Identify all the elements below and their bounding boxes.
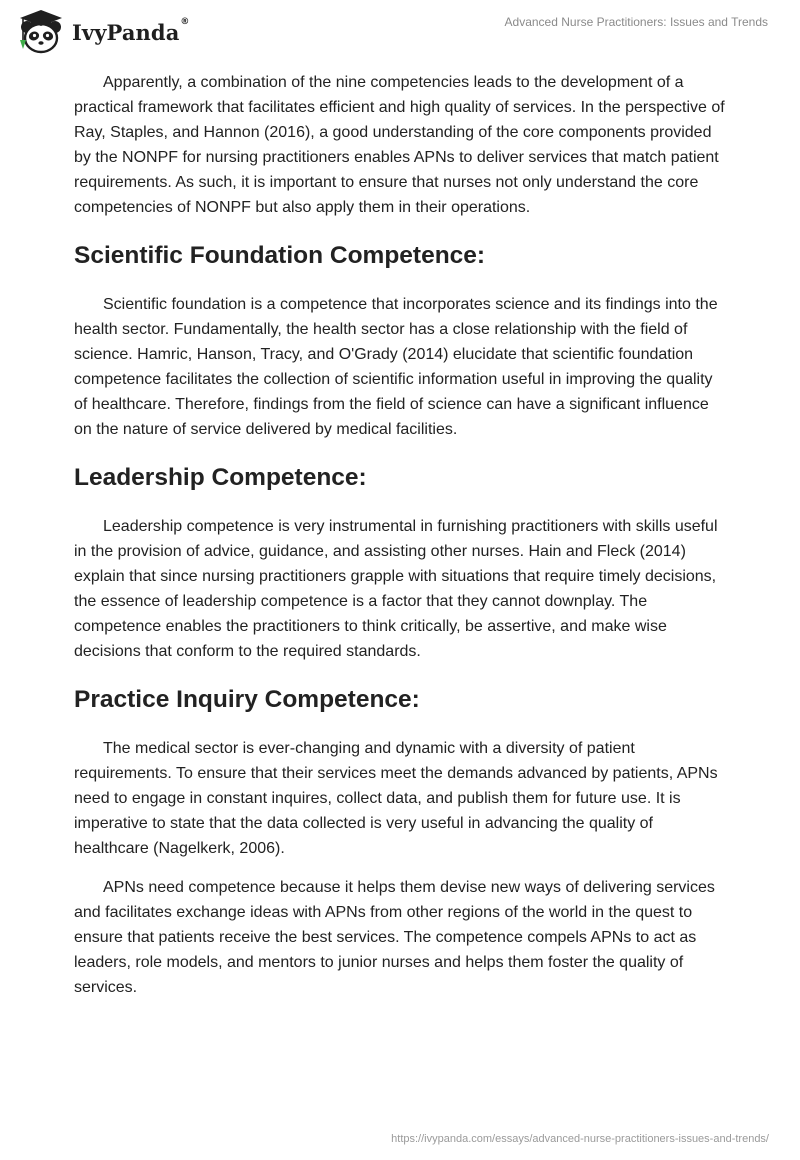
section-paragraph: Scientific foundation is a competence that incorporates science and its findings into the health sector. Fundamentally, the health sector has a close relationship with the field of science. Hamric, Hanson, Tracy, and O'Grady (2014) elucidate that scientific foundation competence facilitates the collection of scientific information useful in improving the quality of healthcare. Therefore, findings from the field of science can have a significant influence on the nature of service delivered by medical facilities.: [74, 296, 718, 438]
registered-mark: ®: [180, 16, 190, 27]
section-heading-practice-inquiry: Practice Inquiry Competence:: [74, 686, 420, 713]
section-paragraph: APNs need competence because it helps them devise new ways of delivering services and facilitates exchange ideas with APNs from other regions of the world in the quest to ensure that patients receive the best services. The competence compels APNs to act as leaders, role models, and mentors to junior nurses and helps them foster the quality of services.: [74, 879, 715, 996]
essay-content: [74, 70, 730, 1014]
section-paragraph: The medical sector is ever-changing and dynamic with a diversity of patient requirements. To ensure that their services meet the demands advanced by patients, APNs need to engage in constant inquires, collect data, and publish them for future use. It is imperative to state that the data collected is very useful in advancing the quality of healthcare (Nagelkerk, 2006).: [74, 740, 718, 857]
brand-logo[interactable]: [16, 8, 190, 54]
page-header: [0, 0, 800, 60]
panda-graduate-icon: [16, 8, 66, 54]
document-title: Advanced Nurse Practitioners: Issues and Trends: [504, 15, 768, 29]
intro-paragraph: Apparently, a combination of the nine competencies leads to the development of a practical framework that facilitates efficient and high quality of services. In the perspective of Ray, Staples, and Hannon (2016), a good understanding of the core components provided by the NONPF for nursing practitioners enables APNs to deliver services that match patient requirements. As such, it is important to ensure that nurses not only understand the core competencies of NONPF but also apply them in their operations.: [74, 74, 725, 216]
brand-name: IvyPanda®: [72, 16, 190, 45]
section-paragraph: Leadership competence is very instrumental in furnishing practitioners with skills useful in the provision of advice, guidance, and assisting other nurses. Hain and Fleck (2014) explain that since nursing practitioners grapple with situations that require timely decisions, the essence of leadership competence is a factor that they cannot downplay. The competence enables the practitioners to think critically, be assertive, and make wise decisions that conform to the required standards.: [74, 518, 718, 660]
section-heading-leadership: Leadership Competence:: [74, 464, 367, 491]
section-heading-scientific-foundation: Scientific Foundation Competence:: [74, 242, 486, 269]
source-url[interactable]: https://ivypanda.com/essays/advanced-nurse-practitioners-issues-and-trends/: [391, 1133, 769, 1145]
